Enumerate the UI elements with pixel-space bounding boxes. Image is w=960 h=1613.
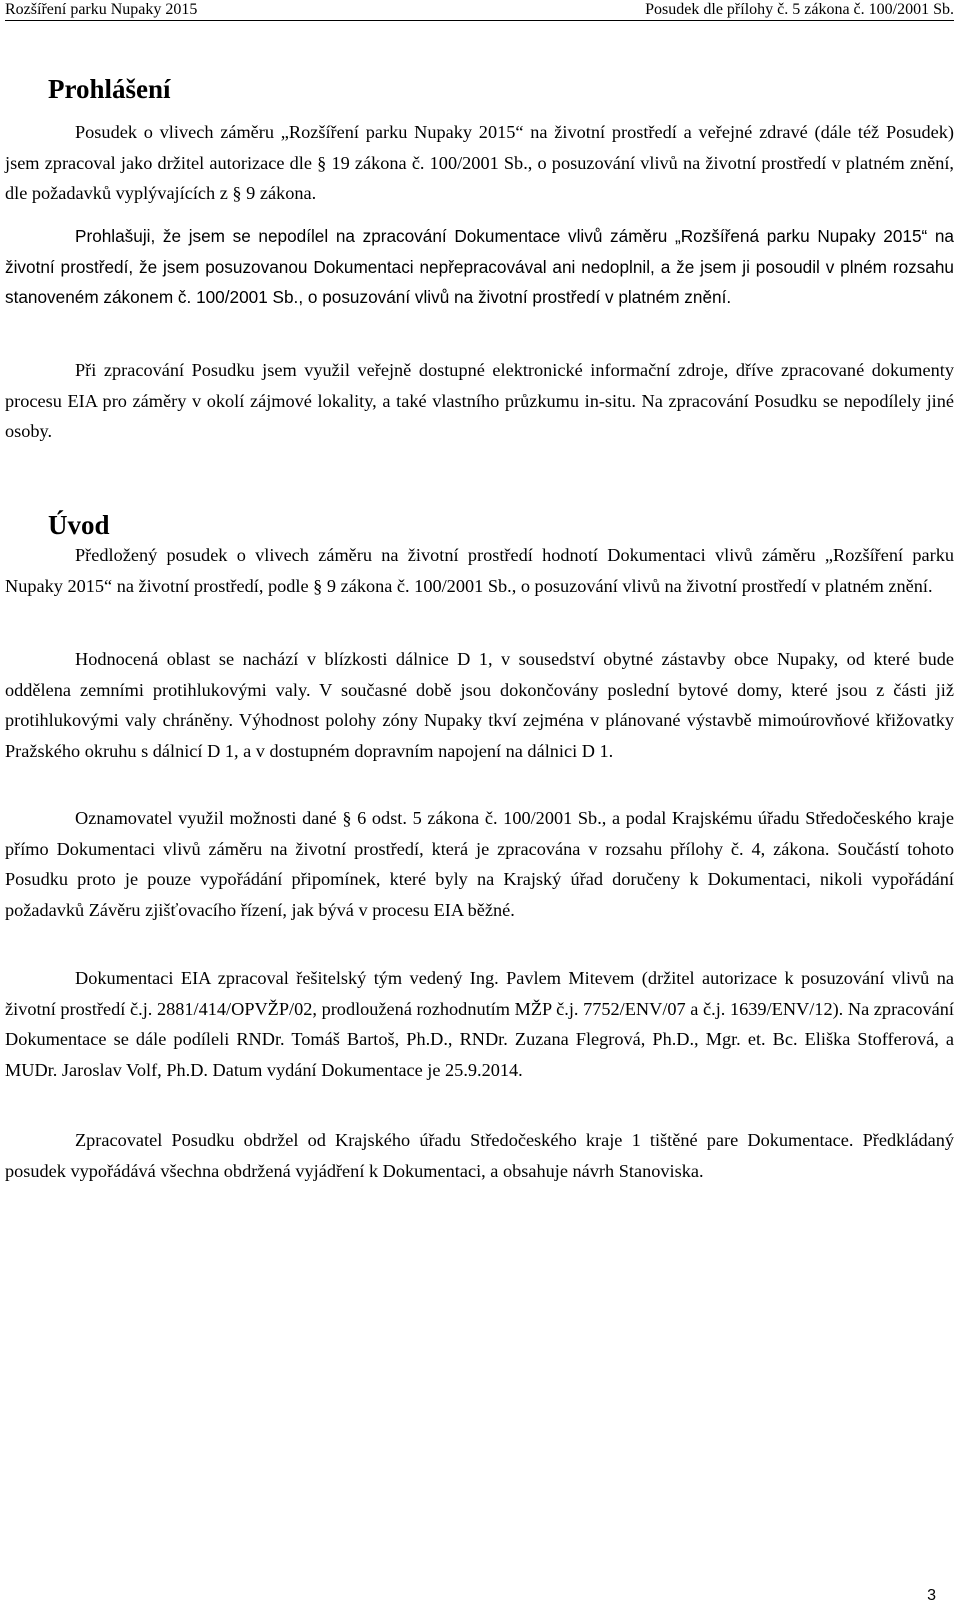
section-heading-prohlaseni: Prohlášení [48, 74, 171, 104]
paragraph-uvod-1: Předložený posudek o vlivech záměru na životní prostředí hodnotí Dokumentaci vlivů záměru „Rozšíření parku Nupaky 2015“ na životní prostředí, podle § 9 zákona č. 100/2001 Sb., o posuzování vlivů na životní prostředí v platném znění. [5, 545, 954, 596]
paragraph-prohlaseni-2: Prohlašuji, že jsem se nepodílel na zpracování Dokumentace vlivů záměru „Rozšířená parku Nupaky 2015“ na životní prostředí, že jsem posuzovanou Dokumentaci nepřepracovával ani nedoplnil, a že jsem ji posoudil v plném rozsahu stanoveném zákonem č. 100/2001 Sb., o posuzování vlivů na životní prostředí v platném znění. [5, 226, 954, 307]
page-header [5, 0, 954, 21]
paragraph-prohlaseni-3: Při zpracování Posudku jsem využil veřejně dostupné elektronické informační zdroje, dříve zpracované dokumenty procesu EIA pro záměry v okolí zájmové lokality, a také vlastního průzkumu in-situ. Na zpracování Posudku se nepodílely jiné osoby. [5, 360, 954, 441]
paragraph-uvod-3: Oznamovatel využil možnosti dané § 6 odst. 5 zákona č. 100/2001 Sb., a podal Krajskému úřadu Středočeského kraje přímo Dokumentaci vlivů záměru na životní prostředí, která je zpracována v rozsahu přílohy č. 4, zákona. Součástí tohoto Posudku proto je pouze vypořádání připomínek, které byly na Krajský úřad doručeny k Dokumentaci, nikoli vypořádání požadavků Závěru zjišťovacího řízení, jak bývá v procesu EIA běžné. [5, 808, 954, 920]
page-number: 3 [927, 1587, 936, 1604]
section-heading-uvod: Úvod [48, 510, 110, 540]
paragraph-uvod-2: Hodnocená oblast se nachází v blízkosti dálnice D 1, v sousedství obytné zástavby obce Nupaky, od které bude oddělena zemními protihlukovými valy. V současné době jsou dokončovány poslední bytové domy, které jsou z části již protihlukovými valy chráněny. Výhodnost polohy zóny Nupaky tkví zejména v plánované výstavbě mimoúrovňové křižovatky Pražského okruhu s dálnicí D 1, a v dostupném dopravním napojení na dálnici D 1. [5, 649, 954, 761]
header-right-title: Posudek dle přílohy č. 5 zákona č. 100/2001 Sb. [645, 1, 954, 18]
header-left-title: Rozšíření parku Nupaky 2015 [5, 1, 198, 18]
paragraph-prohlaseni-1: Posudek o vlivech záměru „Rozšíření parku Nupaky 2015“ na životní prostředí a veřejné zdravé (dále též Posudek) jsem zpracoval jako držitel autorizace dle § 19 zákona č. 100/2001 Sb., o posuzování vlivů na životní prostředí v platném znění, dle požadavků vyplývajících z § 9 zákona. [5, 122, 954, 203]
paragraph-uvod-5: Zpracovatel Posudku obdržel od Krajského úřadu Středočeského kraje 1 tištěné pare Dokumentace. Předkládaný posudek vypořádává všechna obdržená vyjádření k Dokumentaci, a obsahuje návrh Stanoviska. [5, 1130, 954, 1181]
paragraph-uvod-4: Dokumentaci EIA zpracoval řešitelský tým vedený Ing. Pavlem Mitevem (držitel autorizace k posuzování vlivů na životní prostředí č.j. 2881/414/OPVŽP/02, prodloužená rozhodnutím MŽP č.j. 7752/ENV/07 a č.j. 1639/ENV/12). Na zpracování Dokumentace se dále podíleli RNDr. Tomáš Bartoš, Ph.D., RNDr. Zuzana Flegrová, Ph.D., Mgr. et. Bc. Eliška Stofferová, a MUDr. Jaroslav Volf, Ph.D. Datum vydání Dokumentace je 25.9.2014. [5, 968, 954, 1080]
